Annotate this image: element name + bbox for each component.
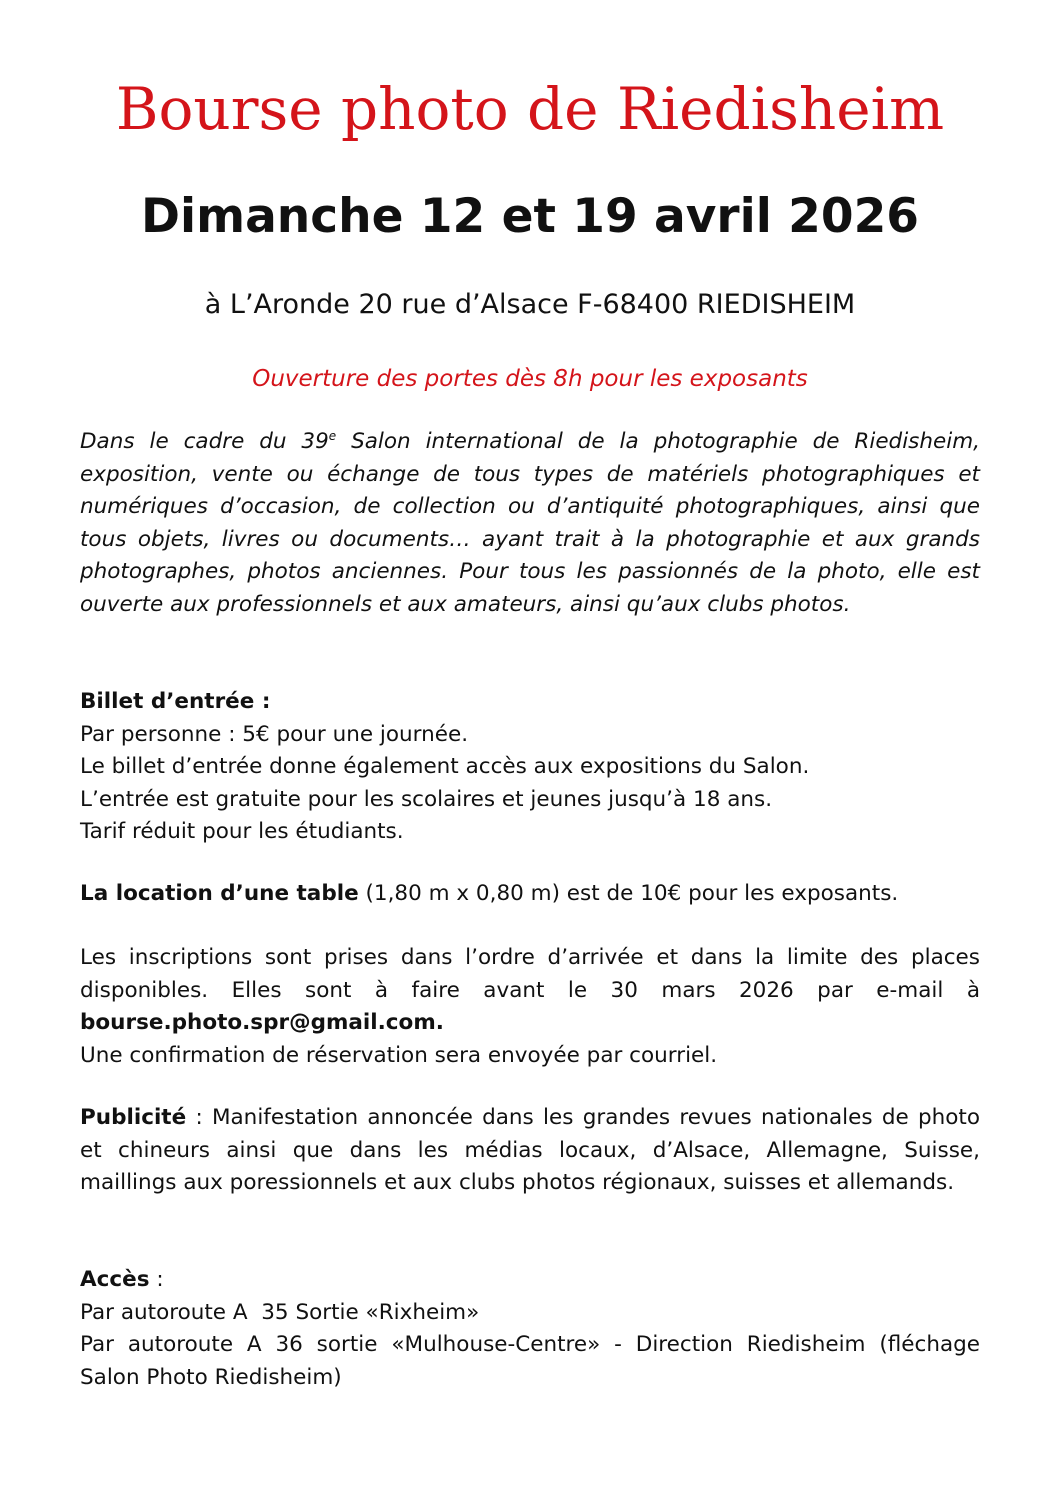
registration-text: Les inscriptions sont prises dans l’ordre d’arrivée et dans la limite des places disponibles. Elles sont à faire avant le 30 mars 2026 par e-mail à [80, 945, 980, 1003]
ticket-line: L’entrée est gratuite pour les scolaires et jeunes jusqu’à 18 ans. [80, 786, 773, 812]
event-address: à L’Aronde 20 rue d’Alsace F-68400 RIEDISHEIM [204, 289, 856, 320]
intro-text-start: Dans le cadre du 39 [80, 429, 329, 454]
opening-hours: Ouverture des portes dès 8h pour les exposants [252, 366, 808, 392]
registration-section [80, 942, 980, 1072]
event-date: Dimanche 12 et 19 avril 2026 [140, 189, 919, 244]
table-rental-section [80, 878, 980, 911]
ticket-line: Le billet d’entrée donne également accès aux expositions du Salon. [80, 754, 810, 779]
advertising-section [80, 1102, 980, 1200]
access-route: Par autoroute A 35 Sortie «Rixheim» [80, 1299, 480, 1325]
access-section [80, 1264, 980, 1394]
ticket-section [80, 686, 980, 849]
advertising-text: : Manifestation annoncée dans les grandes revues nationales de photo et chineurs ainsi que dans les médias locaux, d’Alsace, Allemagne, Suisse, maillings aux poressionnels et aux clubs photos régionaux, suisses et allemands. [80, 1105, 980, 1195]
table-rental-heading: La location d’une table [80, 881, 359, 906]
ticket-line: Par personne : 5€ pour une journée. [80, 721, 469, 747]
intro-paragraph [80, 426, 980, 621]
ticket-line: Tarif réduit pour les étudiants. [80, 819, 404, 844]
access-route: Par autoroute A 36 sortie «Mulhouse-Centre» - Direction Riedisheim (fléchage Salon Photo Riedisheim) [80, 1332, 980, 1390]
registration-confirmation: Une confirmation de réservation sera envoyée par courriel. [80, 1042, 718, 1068]
advertising-heading: Publicité [80, 1105, 187, 1130]
access-heading-suffix: : [149, 1267, 164, 1292]
intro-text-rest: Salon international de la photographie de Riedisheim, exposition, vente ou échange de tous types de matériels photographiques et numériques d’occasion, de collection ou d’antiquité photographiques, ainsi que tous objets, livres ou documents… ayant trait à la photographie et aux grands photographes, photos anciennes. Pour tous les passionnés de la photo, elle est ouverte aux professionnels et aux amateurs, ainsi qu’aux clubs photos. [80, 429, 980, 617]
access-heading-line [80, 1264, 980, 1297]
access-heading: Accès [80, 1267, 150, 1292]
contact-email[interactable]: bourse.photo.spr@gmail.com. [80, 1010, 444, 1035]
table-rental-text: (1,80 m x 0,80 m) est de 10€ pour les exposants. [358, 881, 899, 906]
intro-superscript: e [328, 428, 337, 443]
ticket-heading: Billet d’entrée : [80, 689, 271, 714]
page-title: Bourse photo de Riedisheim [115, 75, 945, 143]
registration-paragraph [80, 942, 980, 1040]
